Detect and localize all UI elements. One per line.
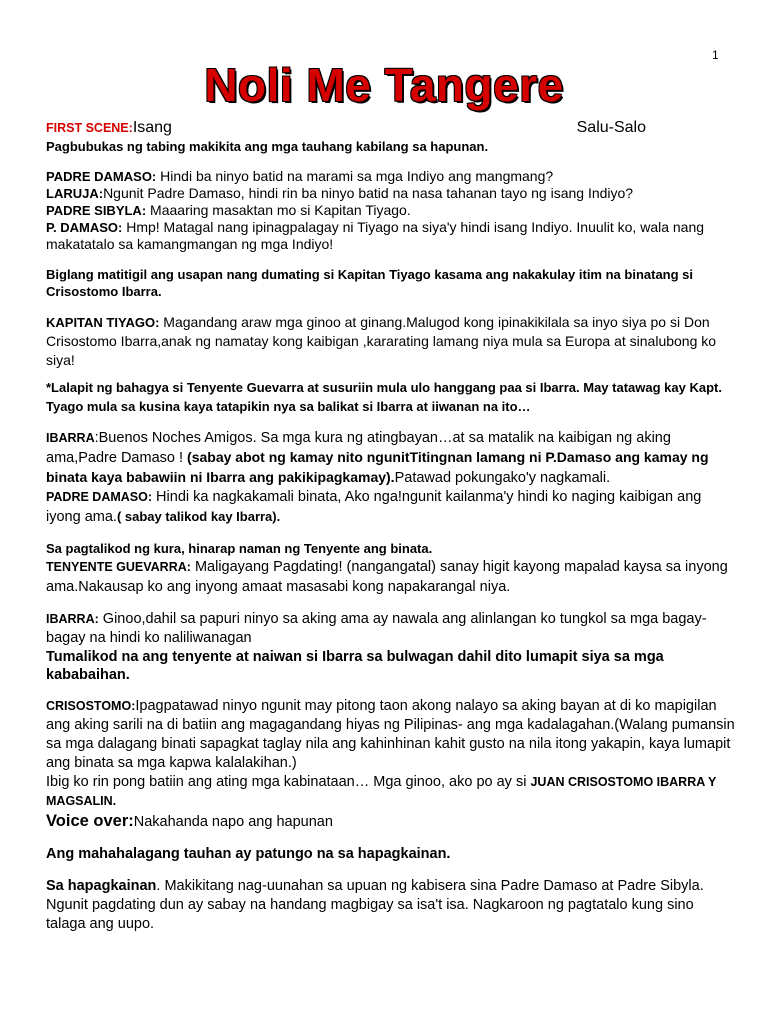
stage-direction: Biglang matitigil ang usapan nang dumating si Kapitan Tiyago kasama ang nakakulay itim na binatang si Crisostomo Ibarra. (46, 267, 694, 299)
dialogue-line: P. DAMASO: Hmp! Matagal nang ipinagpalagay ni Tiyago na siya'y hindi isang Indiyo. Inuulit ko, wala nang makatatalo sa kamangmangan ng mga Indiyo! (46, 219, 705, 252)
intro-direction: Pagbubukas ng tabing makikita ang mga tauhang kabilang sa hapunan. (46, 139, 489, 154)
document-title: Noli Me Tangere (204, 59, 564, 111)
dialogue-line: KAPITAN TIYAGO: Magandang araw mga ginoo at ginang.Malugod kong ipinakikilala sa inyo siya po si Don Crisostomo Ibarra,anak ng namatay kong kaibigan ,kararating lamang niya mula sa Europa at sinalubong ko siya! (46, 314, 717, 368)
dialogue-line: IBARRA: Ginoo,dahil sa papuri ninyo sa aking ama ay nawala ang alinlangan ko tungkol sa mga bagay-bagay na hindi ko naliliwanagan (46, 611, 707, 646)
dialogue-line: PADRE DAMASO: Hindi ba ninyo batid na marami sa mga Indiyo ang mangmang? (46, 168, 554, 184)
dialogue-line: Ibig ko rin pong batiin ang ating mga kabinataan… Mga ginoo, ako po ay si JUAN CRISOSTOMO IBARRA Y MAGSALIN. (46, 774, 717, 808)
script-content (46, 118, 736, 934)
title-block (0, 58, 768, 112)
scene-name-2: Salu-Salo (576, 119, 646, 136)
dialogue-line: PADRE DAMASO: Hindi ka nagkakamali binata, Ako nga!ngunit kailanma'y hindi ko naging kaibigan ang iyong ama.( sabay talikod kay Ibarra). (46, 489, 702, 525)
scene-heading (46, 118, 646, 138)
scene-label: FIRST SCENE: (46, 121, 133, 135)
stage-direction: Ang mahahalagang tauhan ay patungo na sa hapagkainan. (46, 846, 451, 862)
stage-direction: Tumalikod na ang tenyente at naiwan si Ibarra sa bulwagan dahil dito lumapit siya sa mga kababaihan. (46, 649, 664, 683)
narration-line: Sa hapagkainan. Makikitang nag-uunahan sa upuan ng kabisera sina Padre Damaso at Padre Sibyla. Ngunit pagdating dun ay sabay na handang magbigay sa isa't isa. Nagkaroon ng pagtatalo kung sino talaga ang uupo. (46, 878, 704, 932)
page-number: 1 (712, 48, 719, 62)
dialogue-line: LARUJA:Ngunit Padre Damaso, hindi rin ba ninyo batid na nasa tahanan tayo ng isang Indiyo? (46, 185, 634, 201)
dialogue-line: IBARRA:Buenos Noches Amigos. Sa mga kura ng atingbayan…at sa matalik na kaibigan ng aking ama,Padre Damaso ! (sabay abot ng kamay nito ngunitTitingnan lamang ni P.Damaso ang kamay ng binata kaya babawiin ni Ibarra ang pakikipagkamay).Patawad pokungako'y nagkamali. (46, 430, 709, 486)
dialogue-line: PADRE SIBYLA: Maaaring masaktan mo si Kapitan Tiyago. (46, 202, 411, 218)
stage-direction: Sa pagtalikod ng kura, hinarap naman ng Tenyente ang binata. (46, 541, 433, 556)
scene-name: Isang (132, 119, 172, 136)
voice-over-line: Voice over:Nakahanda napo ang hapunan (46, 812, 333, 830)
dialogue-line: TENYENTE GUEVARRA: Maligayang Pagdating! (nangangatal) sanay higit kayong mapalad kaysa sa inyong ama.Nakausap ko ang inyong amaat masasabi kong napakarangal niya. (46, 559, 728, 595)
dialogue-line: CRISOSTOMO:Ipagpatawad ninyo ngunit may pitong taon akong nalayo sa aking bayan at di ko mapigilan ang aking sarili na di batiin ang magagandang hiyas ng Pilipinas- ang mga kadalagahan.(Walang pumansin sa mga dalagang binati sapagkat taglay nila ang kahinhinan kahit gusto na nila itong yakapin, kaya lumapit ang binata sa mga kapwa kalalakihan.) (46, 698, 735, 771)
stage-direction: *Lalapit ng bahagya si Tenyente Guevarra at susuriin mula ulo hanggang paa si Ibarra. May tatawag kay Kapt. Tyago mula sa kusina kaya tatapikin nya sa balikat si Ibarra at iiwanan na ito… (46, 380, 722, 414)
